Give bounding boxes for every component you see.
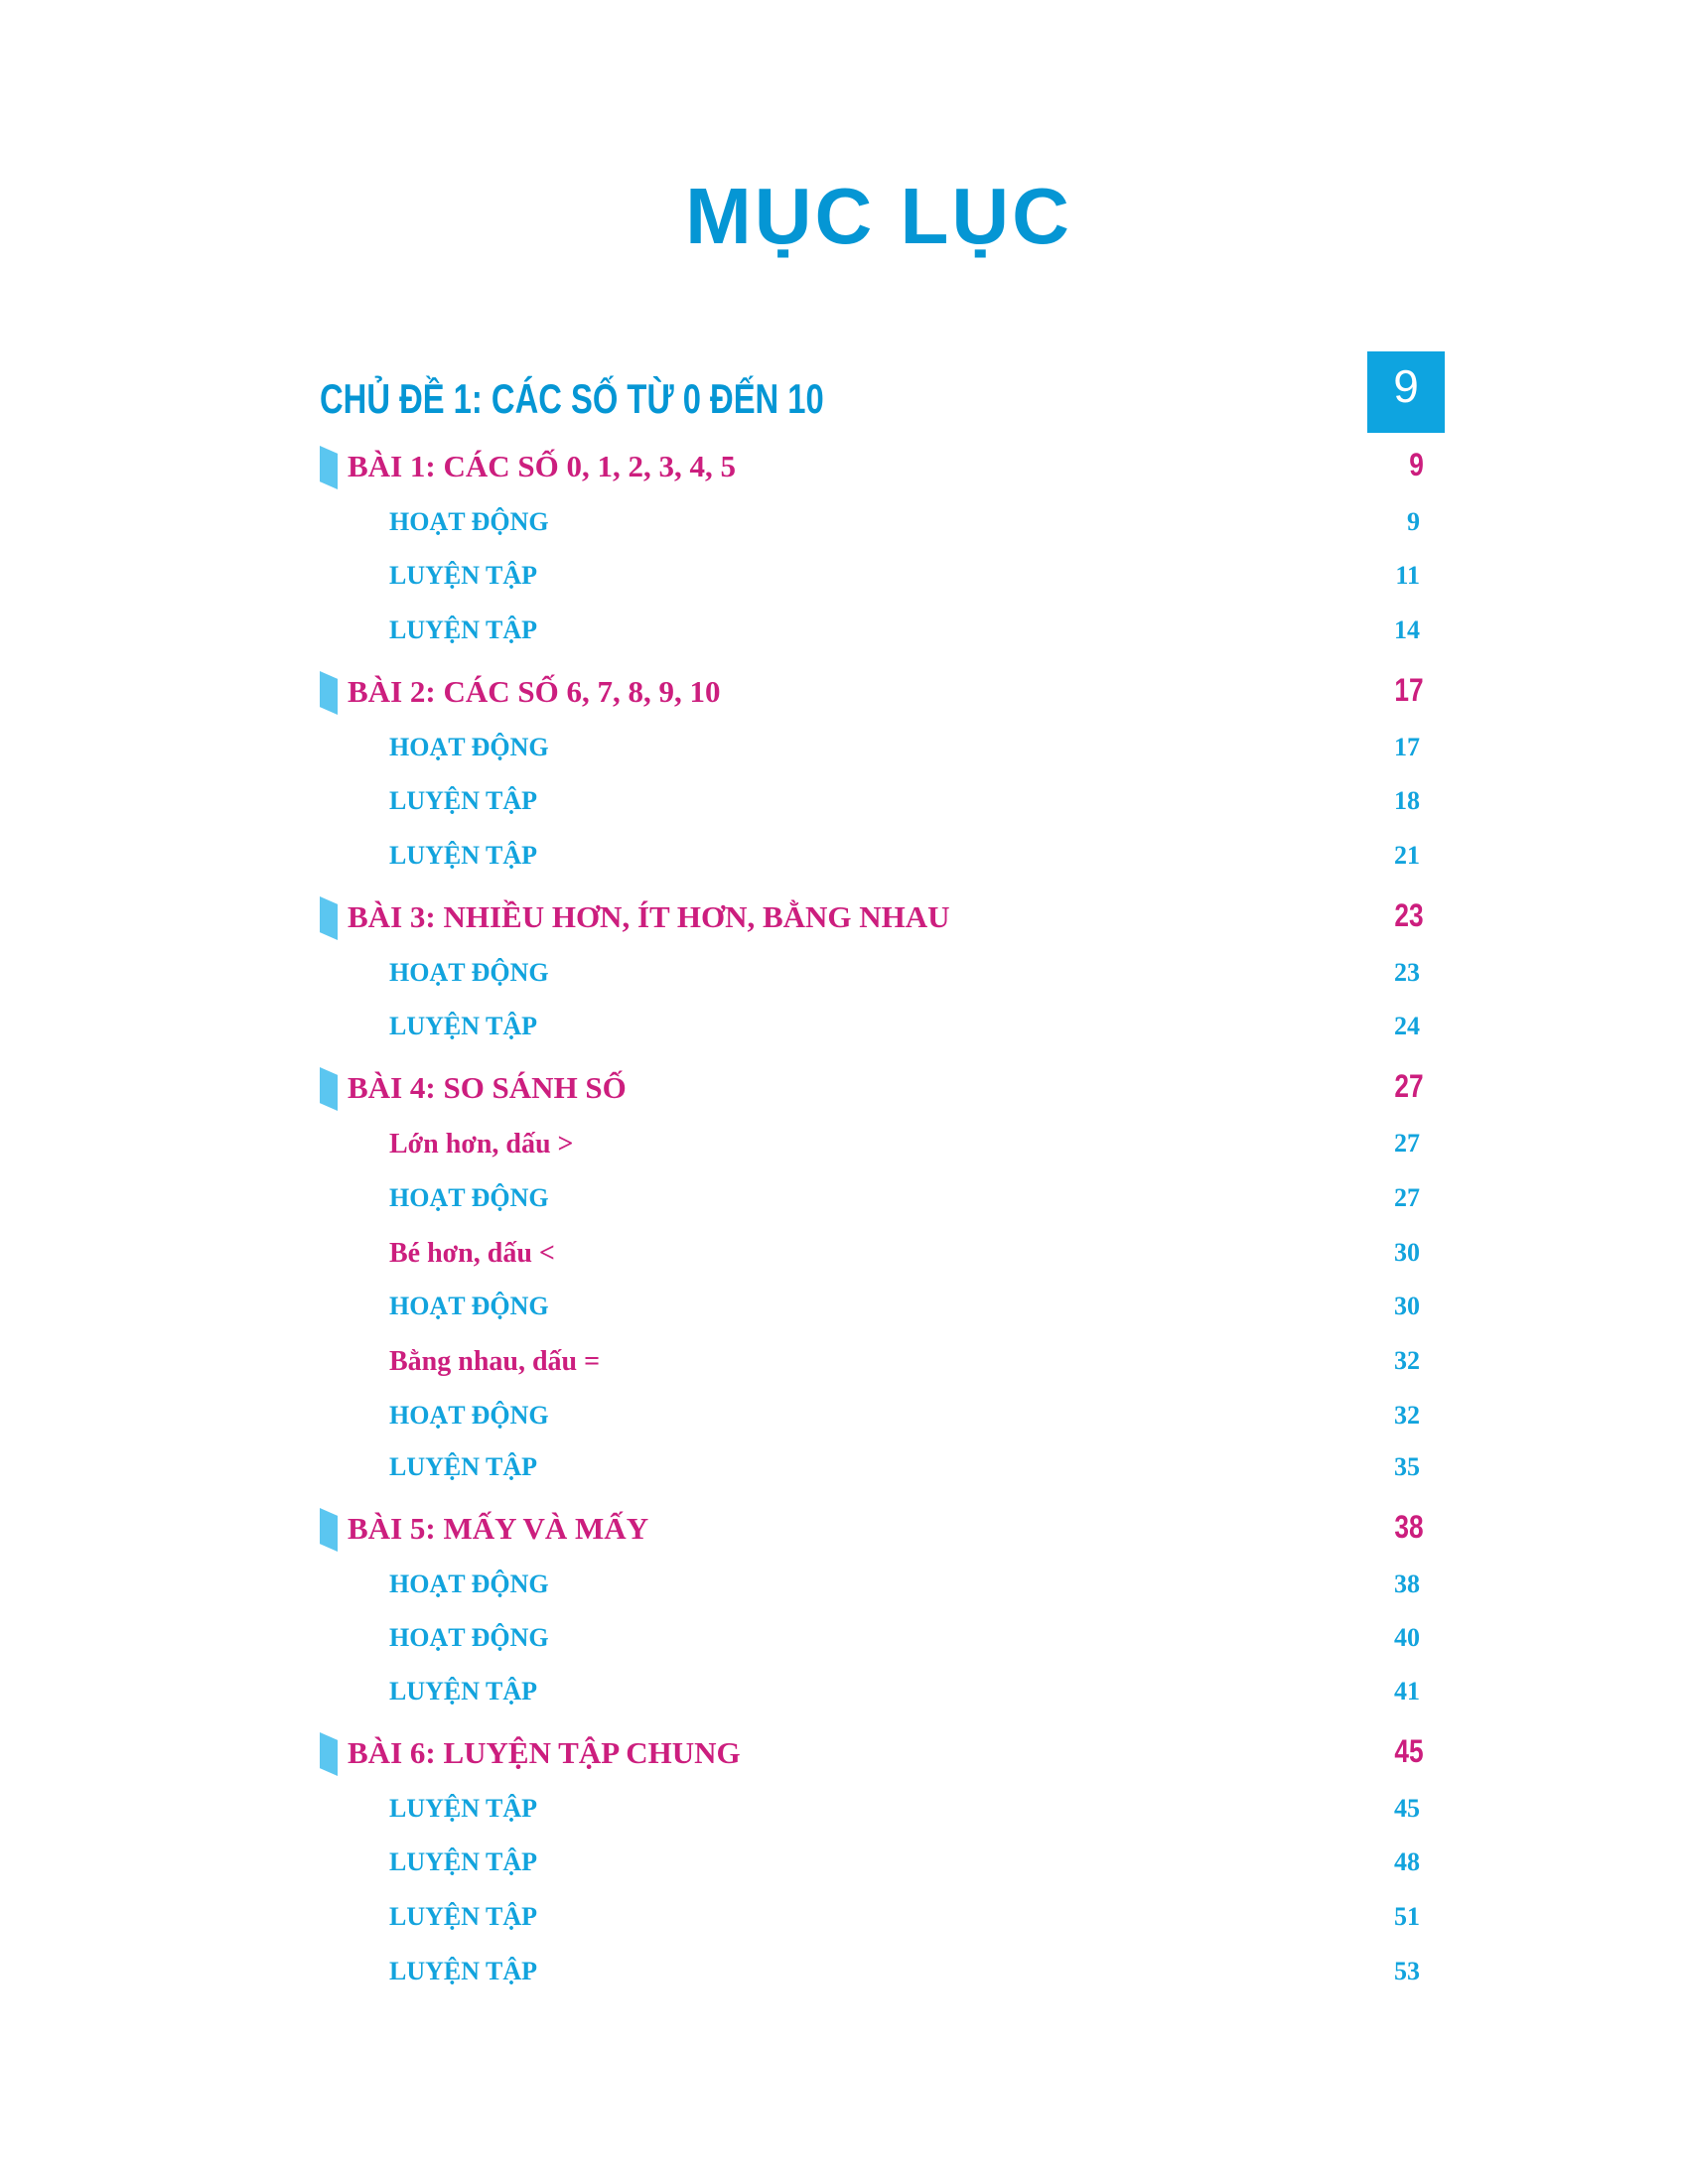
toc-item-page-number: 27 xyxy=(1394,1183,1420,1212)
toc-item-page-number: 35 xyxy=(1394,1452,1420,1481)
toc-item-label: HOẠT ĐỘNG xyxy=(389,1570,549,1598)
toc-item-label: HOẠT ĐỘNG xyxy=(389,1292,549,1320)
toc-item-page-number: 14 xyxy=(1394,615,1420,644)
toc-item-page-number: 51 xyxy=(1394,1902,1420,1931)
lesson-page-number: 27 xyxy=(1394,1068,1424,1104)
toc-item-row[interactable] xyxy=(0,1401,1688,1470)
lesson-title: BÀI 5: MẤY VÀ MẤY xyxy=(348,1511,649,1546)
toc-item-label: HOẠT ĐỘNG xyxy=(389,1623,549,1652)
toc-item-label: LUYỆN TẬP xyxy=(389,1902,538,1931)
toc-item-row[interactable] xyxy=(0,1183,1688,1253)
toc-item-label: HOẠT ĐỘNG xyxy=(389,1183,549,1212)
lesson-row[interactable] xyxy=(0,447,1688,521)
toc-item-label: HOẠT ĐỘNG xyxy=(389,507,549,536)
topic-title: CHỦ ĐỀ 1: CÁC SỐ TỪ 0 ĐẾN 10 xyxy=(320,375,824,422)
lesson-row[interactable] xyxy=(0,1509,1688,1583)
toc-item-page-number: 32 xyxy=(1394,1346,1420,1375)
toc-item-row[interactable] xyxy=(0,1292,1688,1361)
toc-item-row[interactable] xyxy=(0,1452,1688,1522)
toc-item-page-number: 45 xyxy=(1394,1794,1420,1823)
toc-item-page-number: 17 xyxy=(1394,733,1420,761)
toc-item-label: LUYỆN TẬP xyxy=(389,1847,538,1876)
toc-item-page-number: 21 xyxy=(1394,841,1420,870)
toc-item-label: LUYỆN TẬP xyxy=(389,786,538,815)
toc-item-row[interactable] xyxy=(0,1902,1688,1972)
topic-page-box: 9 xyxy=(1367,351,1445,433)
toc-item-page-number: 53 xyxy=(1394,1957,1420,1985)
toc-item-label: LUYỆN TẬP xyxy=(389,561,538,590)
toc-item-row[interactable] xyxy=(0,615,1688,685)
toc-item-label: LUYỆN TẬP xyxy=(389,1677,538,1706)
toc-item-label: LUYỆN TẬP xyxy=(389,615,538,644)
toc-item-page-number: 11 xyxy=(1395,561,1420,590)
toc-item-row[interactable] xyxy=(0,1957,1688,2026)
lesson-title: BÀI 6: LUYỆN TẬP CHUNG xyxy=(348,1735,741,1770)
lesson-row[interactable] xyxy=(0,1068,1688,1143)
lesson-page-number: 23 xyxy=(1394,897,1424,933)
toc-item-page-number: 38 xyxy=(1394,1570,1420,1598)
toc-item-label: Lớn hơn, dấu > xyxy=(389,1129,574,1160)
toc-item-page-number: 48 xyxy=(1394,1847,1420,1876)
toc-item-row[interactable] xyxy=(0,786,1688,856)
toc-item-row[interactable] xyxy=(0,958,1688,1027)
toc-item-label: LUYỆN TẬP xyxy=(389,1794,538,1823)
toc-item-row[interactable] xyxy=(0,1346,1688,1416)
lesson-title: BÀI 1: CÁC SỐ 0, 1, 2, 3, 4, 5 xyxy=(348,449,736,483)
toc-item-page-number: 30 xyxy=(1394,1238,1420,1267)
toc-item-label: LUYỆN TẬP xyxy=(389,1957,538,1985)
lesson-page-number: 9 xyxy=(1409,447,1424,482)
lesson-title: BÀI 4: SO SÁNH SỐ xyxy=(348,1070,627,1105)
toc-item-row[interactable] xyxy=(0,1012,1688,1081)
toc-item-label: LUYỆN TẬP xyxy=(389,841,538,870)
page-title: MỤC LỤC xyxy=(685,172,1072,260)
toc-item-row[interactable] xyxy=(0,1794,1688,1863)
lesson-row[interactable] xyxy=(0,1733,1688,1808)
toc-item-row[interactable] xyxy=(0,733,1688,802)
toc-item-label: HOẠT ĐỘNG xyxy=(389,733,549,761)
lesson-row[interactable] xyxy=(0,672,1688,747)
lesson-page-number: 17 xyxy=(1394,672,1424,708)
toc-item-row[interactable] xyxy=(0,1847,1688,1917)
toc-item-page-number: 30 xyxy=(1394,1292,1420,1320)
lesson-page-number: 45 xyxy=(1394,1733,1424,1769)
toc-item-label: Bé hơn, dấu < xyxy=(389,1238,555,1269)
toc-item-row[interactable] xyxy=(0,1570,1688,1639)
toc-item-label: LUYỆN TẬP xyxy=(389,1012,538,1040)
lesson-title: BÀI 2: CÁC SỐ 6, 7, 8, 9, 10 xyxy=(348,674,721,709)
toc-item-label: HOẠT ĐỘNG xyxy=(389,958,549,987)
toc-item-label: Bằng nhau, dấu = xyxy=(389,1346,601,1377)
lesson-row[interactable] xyxy=(0,897,1688,972)
toc-item-page-number: 23 xyxy=(1394,958,1420,987)
toc-item-label: LUYỆN TẬP xyxy=(389,1452,538,1481)
lesson-title: BÀI 3: NHIỀU HƠN, ÍT HƠN, BẰNG NHAU xyxy=(348,899,950,934)
lesson-page-number: 38 xyxy=(1394,1509,1424,1545)
toc-item-page-number: 9 xyxy=(1407,507,1420,536)
toc-item-page-number: 32 xyxy=(1394,1401,1420,1430)
toc-item-row[interactable] xyxy=(0,1623,1688,1693)
toc-item-page-number: 41 xyxy=(1394,1677,1420,1706)
toc-item-row[interactable] xyxy=(0,507,1688,577)
toc-item-page-number: 40 xyxy=(1394,1623,1420,1652)
toc-item-label: HOẠT ĐỘNG xyxy=(389,1401,549,1430)
toc-item-page-number: 27 xyxy=(1394,1129,1420,1158)
toc-item-row[interactable] xyxy=(0,1238,1688,1307)
toc-item-row[interactable] xyxy=(0,561,1688,630)
toc-item-page-number: 24 xyxy=(1394,1012,1420,1040)
toc-item-row[interactable] xyxy=(0,1129,1688,1198)
toc-item-row[interactable] xyxy=(0,1677,1688,1746)
toc-item-page-number: 18 xyxy=(1394,786,1420,815)
